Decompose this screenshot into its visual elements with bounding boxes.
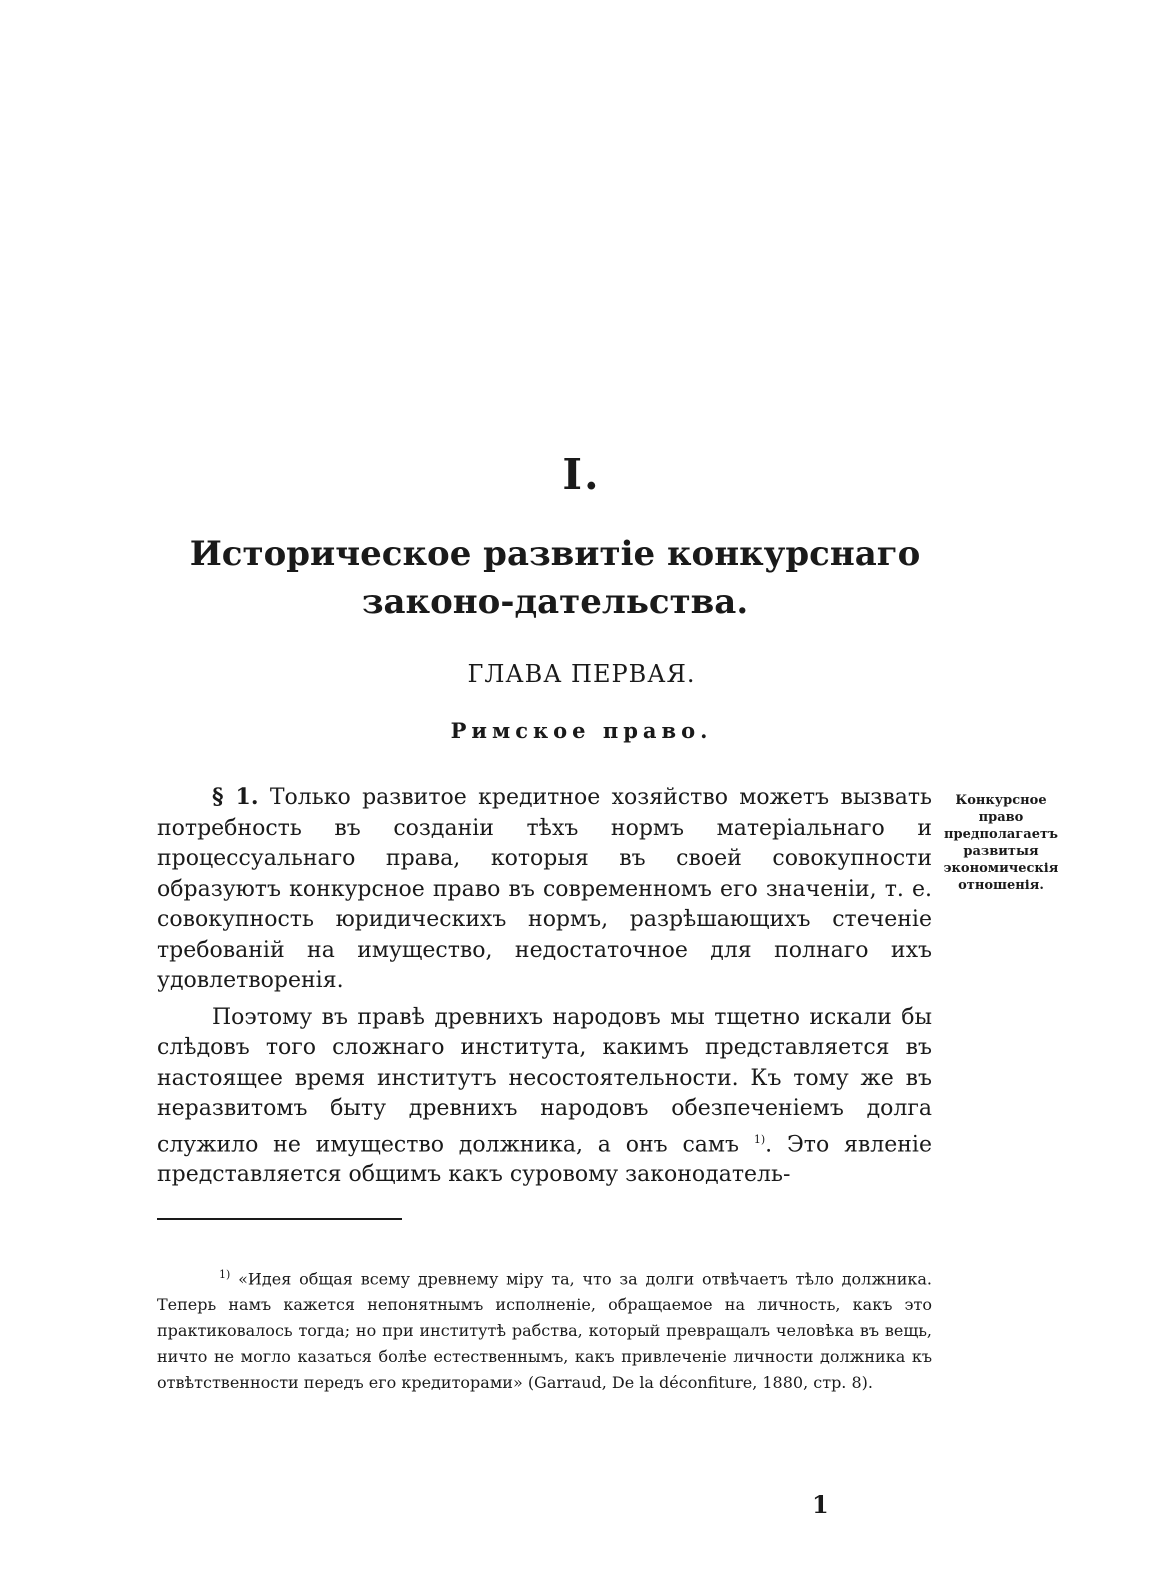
section-mark: § 1. (212, 784, 259, 810)
footnote (157, 1262, 932, 1396)
paragraph-2-text-before: Поэтому въ правѣ древнихъ народовъ мы тщетно искали бы слѣдовъ того сложнаго института, какимъ представляется въ настоящее время институтъ несостоятельности. Къ тому же въ неразвитомъ быту древнихъ народовъ обезпеченіемъ долга служило не имущество должника, а онъ самъ (157, 1004, 932, 1157)
main-text (157, 782, 932, 1191)
paragraph-1-text: Только развитое кредитное хозяйство можетъ вызвать потребность въ созданіи тѣхъ нормъ матеріальнаго и процессуальнаго права, которыя въ своей совокупности образуютъ конкурсное право въ современномъ его значеніи, т. е. совокупность юридическихъ нормъ, разрѣшающихъ стеченіе требованій на имущество, недостаточное для полнаго ихъ удовлетворенія. (157, 785, 932, 993)
paragraph-2 (157, 1003, 932, 1191)
footnote-reference: 1) (753, 1132, 766, 1146)
part-title: Историческое развитіе конкурснаго законо-дательства. (189, 534, 921, 622)
footnote-text: «Идея общая всему древнему міру та, что за долги отвѣчаетъ тѣло должника. Теперь намъ кажется непонятнымъ исполненіе, обращаемое на личность, какъ это практиковалось тогда; но при институтѣ рабства, который превращалъ человѣка въ вещь, ничто не могло казаться болѣе естественнымъ, какъ привлеченіе личности должника къ отвѣтственности передъ его кредиторами» (Garraud, De la déconfiture, 1880, стр. 8). (157, 1269, 933, 1393)
footnote-marker: 1) (219, 1268, 231, 1281)
section-title: Римское право. (450, 718, 713, 743)
part-number: I. (562, 450, 601, 499)
footnote-divider (157, 1218, 402, 1220)
marginal-note: Конкурсное право предполагаетъ развитыя экономическія отношенія. (943, 793, 1059, 893)
footnote-paragraph (157, 1262, 932, 1396)
paragraph-2-text-after: . Это явленіе представляется общимъ какъ суровому законодатель- (157, 1131, 932, 1188)
chapter-heading: ГЛАВА ПЕРВАЯ. (467, 660, 696, 688)
paragraph-1 (157, 782, 932, 997)
page-number: 1 (812, 1490, 829, 1519)
